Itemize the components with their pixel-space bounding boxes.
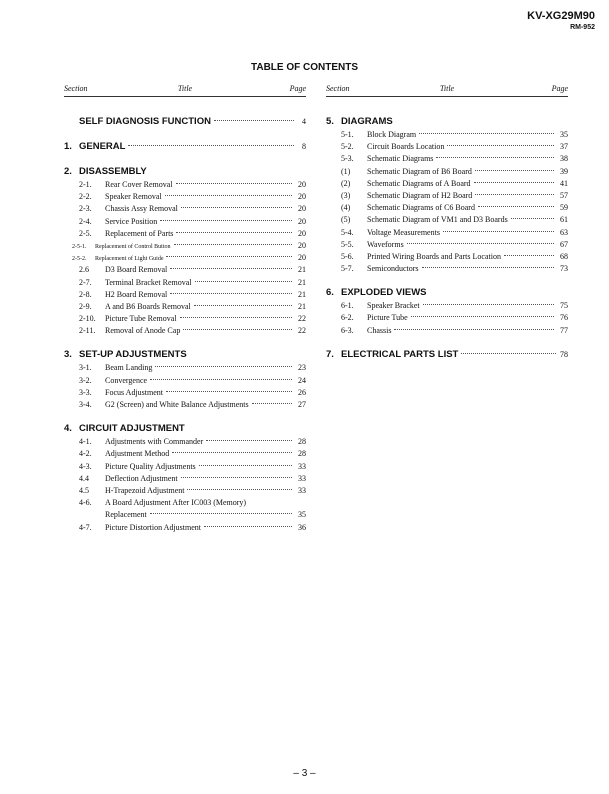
toc-section-heading xyxy=(326,348,568,362)
dot-leader xyxy=(170,293,292,294)
toc-entry-page: 33 xyxy=(298,461,306,471)
toc-subsection-entry xyxy=(326,190,568,202)
toc-column-left xyxy=(64,84,306,534)
toc-entry-page: 36 xyxy=(298,522,306,532)
toc-entry-number: 6-3. xyxy=(341,325,354,335)
toc-entry-title: Replacement of Control Button xyxy=(95,243,171,250)
toc-entry-title: ELECTRICAL PARTS LIST xyxy=(341,348,459,360)
toc-entry-number: 2-7. xyxy=(79,277,92,287)
toc-entry-page: 39 xyxy=(560,166,568,176)
toc-subsection-entry xyxy=(326,166,568,178)
toc-entry-page: 57 xyxy=(560,190,568,200)
column-header-section: Section xyxy=(64,84,88,93)
toc-subsection-entry xyxy=(326,312,568,324)
toc-entry-number: 5-5. xyxy=(341,239,354,249)
toc-entry-page: 22 xyxy=(298,326,306,336)
toc-entry-number: (5) xyxy=(341,215,351,225)
dot-leader xyxy=(252,403,292,404)
toc-subsection-entry xyxy=(326,239,568,251)
dot-leader xyxy=(170,268,292,269)
section-gap xyxy=(326,337,568,348)
toc-entry-title: Rear Cover Removal xyxy=(105,180,173,189)
dot-leader xyxy=(511,218,554,219)
toc-subsection-entry xyxy=(326,178,568,190)
toc-entry-title: SET-UP ADJUSTMENTS xyxy=(79,349,187,361)
toc-entry-page: 21 xyxy=(298,289,306,299)
toc-entry-number: 5-7. xyxy=(341,264,354,274)
dot-leader xyxy=(447,145,554,146)
dot-leader xyxy=(181,207,292,208)
column-header-title: Title xyxy=(177,84,193,93)
toc-entry-title: A Board Adjustment After IC003 (Memory) xyxy=(105,498,247,508)
toc-entry-number: (3) xyxy=(341,190,351,200)
toc-subsection-entry xyxy=(64,461,306,473)
toc-entry-title: Picture Quality Adjustments xyxy=(105,461,196,471)
toc-entry-number: 6-2. xyxy=(341,313,354,323)
toc-subsubsection-entry xyxy=(64,252,306,264)
toc-entry-title: G2 (Screen) and White Balance Adjustments xyxy=(105,400,249,409)
dot-leader xyxy=(183,329,292,330)
dot-leader xyxy=(180,317,292,318)
toc-entry-number: 3-1. xyxy=(79,363,92,373)
toc-entries-left xyxy=(64,115,306,534)
toc-entry-title: Schematic Diagram of H2 Board xyxy=(367,190,473,200)
toc-subsection-entry xyxy=(326,214,568,226)
toc-entry-title: DIAGRAMS xyxy=(341,116,393,127)
toc-entry-title: CIRCUIT ADJUSTMENT xyxy=(79,423,185,435)
remote-model: RM-952 xyxy=(570,24,595,31)
toc-subsection-entry xyxy=(326,153,568,165)
toc-entry-number: 2.6 xyxy=(79,265,89,275)
toc-entry-number: (4) xyxy=(341,203,351,213)
column-header-page: Page xyxy=(289,84,306,93)
dot-leader xyxy=(504,255,554,256)
dot-leader xyxy=(194,305,292,306)
column-header xyxy=(326,84,568,97)
toc-entry-number: 2-5. xyxy=(79,228,92,238)
toc-entry-page: 22 xyxy=(298,314,306,324)
toc-subsection-entry xyxy=(64,277,306,289)
dot-leader xyxy=(199,465,292,466)
toc-entry-number: 4-7. xyxy=(79,522,92,532)
toc-entry-page: 68 xyxy=(560,251,568,261)
toc-entry-number: 5-6. xyxy=(341,251,354,261)
toc-entry-number: 6-1. xyxy=(341,301,354,311)
toc-entry-page: 77 xyxy=(560,325,568,335)
section-gap xyxy=(64,129,306,140)
toc-entry-title: Convergence xyxy=(105,375,148,385)
dot-leader xyxy=(128,145,294,146)
toc-entry-number: 3-2. xyxy=(79,375,92,385)
toc-entry-page: 37 xyxy=(560,142,568,152)
toc-entry-number: 2-9. xyxy=(79,301,92,311)
toc-entries-right xyxy=(326,115,568,362)
toc-entry-title: Removal of Anode Cap xyxy=(105,326,181,336)
toc-entry-number: 3-3. xyxy=(79,387,92,397)
dot-leader xyxy=(436,157,554,158)
toc-entry-number: 3. xyxy=(64,349,72,361)
toc-entry-number: 4. xyxy=(64,423,72,435)
toc-subsection-entry xyxy=(64,216,306,228)
dot-leader xyxy=(166,391,292,392)
toc-entry-page: 76 xyxy=(560,313,568,323)
toc-subsection-entry xyxy=(326,325,568,337)
toc-entry-page: 38 xyxy=(560,154,568,164)
toc-entry-title: Speaker Removal xyxy=(105,192,162,202)
toc-subsection-entry xyxy=(326,129,568,141)
dot-leader xyxy=(474,182,554,183)
dot-leader xyxy=(478,206,554,207)
toc-subsection-entry xyxy=(64,203,306,215)
toc-entry-number: 4-3. xyxy=(79,461,92,471)
toc-entry-title: Adjustments with Commander xyxy=(105,437,204,447)
toc-entry-number: 2. xyxy=(64,166,72,177)
toc-subsection-entry xyxy=(64,362,306,374)
toc-entry-title: Schematic Diagram of VM1 and D3 Boards xyxy=(367,215,508,225)
toc-entry-number: 5. xyxy=(326,116,334,127)
toc-subsection-entry xyxy=(326,251,568,263)
dot-leader xyxy=(174,244,293,245)
toc-subsection-entry xyxy=(64,179,306,191)
dot-leader xyxy=(423,304,554,305)
toc-entry-title: Replacement of Parts xyxy=(105,228,174,238)
toc-entry-title: Picture Tube Removal xyxy=(105,314,177,324)
toc-subsection-entry xyxy=(326,202,568,214)
toc-subsection-entry xyxy=(64,375,306,387)
dot-leader xyxy=(443,231,554,232)
toc-entry-number: (2) xyxy=(341,178,351,188)
toc-entry-number: 2-10. xyxy=(79,314,96,324)
toc-entry-title: Adjustment Method xyxy=(105,449,170,459)
page-number: – 3 – xyxy=(293,768,316,779)
toc-entry-title: Picture Tube xyxy=(367,313,408,323)
toc-entry-page: 73 xyxy=(560,264,568,274)
toc-subsection-entry xyxy=(64,264,306,276)
toc-entry-page: 26 xyxy=(298,387,306,397)
toc-entry-page: 20 xyxy=(298,240,306,250)
toc-entry-title: Terminal Bracket Removal xyxy=(105,277,192,287)
toc-entry-title: Waveforms xyxy=(367,239,404,249)
dot-leader xyxy=(150,513,292,514)
dot-leader xyxy=(394,329,554,330)
toc-entry-page: 21 xyxy=(298,301,306,311)
toc-column-right xyxy=(326,84,568,362)
toc-subsection-entry xyxy=(64,485,306,497)
toc-entry-title: Speaker Bracket xyxy=(367,301,420,311)
dot-leader xyxy=(172,452,292,453)
dot-leader xyxy=(419,133,554,134)
toc-entry-page: 20 xyxy=(298,228,306,238)
toc-entry-number: 2-4. xyxy=(79,216,92,226)
dot-leader xyxy=(155,366,292,367)
toc-entry-page: 75 xyxy=(560,301,568,311)
toc-entry-title: Schematic Diagrams of C6 Board xyxy=(367,203,475,213)
toc-entry-title: Schematic Diagrams xyxy=(367,154,434,164)
toc-subsection-entry xyxy=(326,227,568,239)
toc-subsection-entry xyxy=(64,509,306,521)
toc-entry-page: 59 xyxy=(560,203,568,213)
toc-entry-page: 28 xyxy=(298,449,306,459)
toc-entry-page: 20 xyxy=(298,192,306,202)
toc-entry-title: EXPLODED VIEWS xyxy=(341,287,427,299)
toc-section-heading xyxy=(64,140,306,154)
dot-leader xyxy=(176,183,292,184)
toc-entry-title: Deflection Adjustment xyxy=(105,473,178,483)
toc-subsection-entry xyxy=(64,313,306,325)
toc-entry-title: Circuit Boards Location xyxy=(367,142,445,152)
toc-subsubsection-entry xyxy=(64,240,306,252)
toc-entry-page: 20 xyxy=(298,253,306,263)
dot-leader xyxy=(160,220,292,221)
toc-entry-title: SELF DIAGNOSIS FUNCTION xyxy=(79,116,211,127)
dot-leader xyxy=(407,243,554,244)
toc-subsection-entry xyxy=(64,301,306,313)
toc-entry-title: A and B6 Boards Removal xyxy=(105,301,191,311)
dot-leader xyxy=(214,120,294,121)
toc-entry-page: 28 xyxy=(298,437,306,447)
toc-entry-page: 63 xyxy=(560,227,568,237)
column-header xyxy=(64,84,306,97)
toc-entry-title: Picture Distortion Adjustment xyxy=(105,522,201,532)
toc-section-heading xyxy=(64,165,306,179)
column-header-title: Title xyxy=(439,84,455,93)
dot-leader xyxy=(461,353,556,354)
section-gap xyxy=(326,275,568,286)
toc-entry-title: Schematic Diagram of B6 Board xyxy=(367,166,472,176)
toc-entry-page: 61 xyxy=(560,215,568,225)
toc-section-heading xyxy=(64,422,306,436)
section-gap xyxy=(64,337,306,348)
dot-leader xyxy=(411,316,554,317)
toc-entry-page: 8 xyxy=(302,142,306,151)
dot-leader xyxy=(150,379,292,380)
dot-leader xyxy=(422,267,554,268)
toc-entry-number: 6. xyxy=(326,287,334,299)
toc-entry-title: DISASSEMBLY xyxy=(79,166,147,177)
toc-subsection-entry xyxy=(64,436,306,448)
toc-entry-title: H-Trapezoid Adjustment xyxy=(105,485,185,495)
toc-subsection-entry xyxy=(64,191,306,203)
toc-entry-title: Beam Landing xyxy=(105,363,153,373)
column-header-section: Section xyxy=(326,84,350,93)
dot-leader xyxy=(181,477,292,478)
toc-subsection-entry xyxy=(64,448,306,460)
column-header-page: Page xyxy=(551,84,568,93)
dot-leader xyxy=(165,195,292,196)
toc-entry-page: 78 xyxy=(560,349,568,359)
toc-entry-number: (1) xyxy=(341,166,351,176)
toc-entry-title: Service Position xyxy=(105,216,158,226)
toc-entry-page: 21 xyxy=(298,265,306,275)
toc-entry-title: Chassis Assy Removal xyxy=(105,204,178,214)
model-number: KV-XG29M90 xyxy=(527,10,595,22)
toc-subsection-entry xyxy=(326,141,568,153)
toc-section-heading xyxy=(64,348,306,362)
toc-entry-title: Replacement of Light Guide xyxy=(95,256,164,263)
dot-leader xyxy=(187,489,292,490)
toc-subsection-entry xyxy=(64,399,306,411)
toc-entry-page: 20 xyxy=(298,216,306,226)
toc-entry-title: GENERAL xyxy=(79,141,126,152)
toc-entry-number: 5-1. xyxy=(341,130,354,139)
toc-entry-page: 33 xyxy=(298,473,306,483)
toc-entry-page: 23 xyxy=(298,363,306,373)
dot-leader xyxy=(166,256,292,257)
toc-entry-number: 1. xyxy=(64,141,72,152)
toc-entry-page: 67 xyxy=(560,239,568,249)
toc-entry-page: 20 xyxy=(298,204,306,214)
toc-entry-number: 3-4. xyxy=(79,400,92,409)
toc-entry-title: Printed Wiring Boards and Parts Location xyxy=(367,251,501,261)
dot-leader xyxy=(475,194,554,195)
toc-entry-number: 2-3. xyxy=(79,204,92,214)
dot-leader xyxy=(204,526,292,527)
toc-entry-number: 4.5 xyxy=(79,485,89,495)
toc-entry-page: 41 xyxy=(560,178,568,188)
toc-entry-number: 2-1. xyxy=(79,180,92,189)
toc-entry-number: 4-2. xyxy=(79,449,92,459)
toc-entry-number: 4-6. xyxy=(79,498,92,508)
toc-subsection-entry xyxy=(64,473,306,485)
toc-entry-number: 4-1. xyxy=(79,437,92,447)
dot-leader xyxy=(195,281,292,282)
toc-subsection-entry xyxy=(64,497,306,509)
toc-entry-page: 33 xyxy=(298,485,306,495)
section-gap xyxy=(64,411,306,422)
toc-entry-title: H2 Board Removal xyxy=(105,289,168,299)
dot-leader xyxy=(176,232,292,233)
dot-leader xyxy=(475,170,554,171)
toc-subsection-entry xyxy=(64,325,306,337)
toc-subsection-entry xyxy=(64,522,306,534)
toc-entry-number: 2-5-1. xyxy=(72,243,87,250)
toc-entry-number: 5-4. xyxy=(341,227,354,237)
toc-entry-number: 7. xyxy=(326,348,334,360)
toc-entry-title: Chassis xyxy=(367,325,392,335)
toc-entry-page: 27 xyxy=(298,400,306,409)
toc-subsection-entry xyxy=(326,300,568,312)
toc-section-heading xyxy=(326,286,568,300)
toc-entry-page: 20 xyxy=(298,180,306,189)
toc-entry-number: 2-8. xyxy=(79,289,92,299)
toc-subsection-entry xyxy=(326,263,568,275)
toc-entry-page: 35 xyxy=(560,130,568,139)
toc-entry-number: 2-5-2. xyxy=(72,256,87,263)
toc-entry-title: Focus Adjustment xyxy=(105,387,164,397)
dot-leader xyxy=(206,440,292,441)
toc-entry-number: 2-2. xyxy=(79,192,92,202)
toc-entry-page: 4 xyxy=(302,117,306,126)
toc-entry-title: D3 Board Removal xyxy=(105,265,168,275)
toc-entry-number: 5-2. xyxy=(341,142,354,152)
toc-entry-title: Schematic Diagrams of A Board xyxy=(367,178,471,188)
toc-entry-number: 5-3. xyxy=(341,154,354,164)
toc-entry-page: 21 xyxy=(298,277,306,287)
toc-entry-number: 2-11. xyxy=(79,326,96,336)
toc-entry-title: Semiconductors xyxy=(367,264,419,274)
toc-section-heading xyxy=(64,115,306,129)
toc-subsection-entry xyxy=(64,289,306,301)
toc-entry-page: 24 xyxy=(298,375,306,385)
toc-entry-number: 4.4 xyxy=(79,473,89,483)
toc-entry-page: 35 xyxy=(298,510,306,520)
toc-entry-title: Voltage Measurements xyxy=(367,227,440,237)
toc-subsection-entry xyxy=(64,228,306,240)
toc-title: TABLE OF CONTENTS xyxy=(250,62,359,73)
section-gap xyxy=(64,154,306,165)
toc-section-heading xyxy=(326,115,568,129)
toc-entry-title: Replacement xyxy=(105,510,147,520)
toc-entry-title: Block Diagram xyxy=(367,130,417,139)
toc-subsection-entry xyxy=(64,387,306,399)
